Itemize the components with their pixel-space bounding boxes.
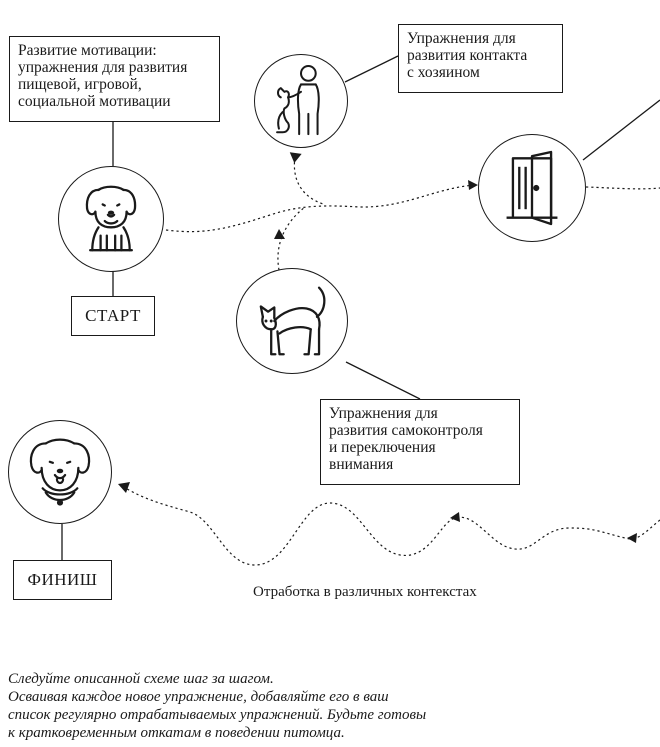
contact-line-2: развития контакта [407, 47, 528, 64]
arrowhead-right-in [627, 533, 637, 543]
footer-note-line-2: Осваивая каждое новое упражнение, добавляйте его в ваш [8, 689, 389, 705]
footer-note [8, 670, 426, 742]
footer-note-line-3: список регулярно отрабатываемых упражнений. Будьте готовы [8, 707, 427, 723]
start-label: СТАРТ [71, 296, 155, 336]
dotted-path-door-right [586, 187, 660, 189]
connector-door-out [583, 100, 660, 160]
dog-with-collar-icon [9, 421, 111, 523]
contact-line-1: Упражнения для [407, 30, 516, 47]
arrowhead-door [468, 180, 478, 190]
open-door-icon [479, 135, 585, 241]
dotted-path-contact [294, 157, 323, 204]
footer-note-line-1: Следуйте описанной схеме шаг за шагом. [8, 671, 274, 687]
dotted-path-start-door [166, 185, 475, 232]
start-dog-circle [58, 166, 164, 272]
selfcontrol-line-4: внимания [329, 456, 394, 473]
selfcontrol-line-1: Упражнения для [329, 405, 438, 422]
motivation-box [9, 36, 220, 122]
selfcontrol-line-2: развития самоконтроля [329, 422, 483, 439]
connector-selfcontrol [346, 362, 420, 399]
arrowhead-wavy-mid [450, 512, 460, 522]
person-with-dog-icon [255, 55, 347, 147]
cat-icon [237, 269, 347, 373]
motivation-line-2: упражнения для развития [18, 59, 188, 76]
selfcontrol-line-3: и переключения [329, 439, 436, 456]
arrowhead-contact [288, 152, 301, 164]
finish-dog-circle [8, 420, 112, 524]
connector-contact [345, 56, 398, 82]
finish-label: ФИНИШ [13, 560, 112, 600]
contact-line-3: с хозяином [407, 64, 480, 81]
contact-person-circle [254, 54, 348, 148]
contact-box [398, 24, 563, 93]
dog-icon [59, 167, 163, 271]
motivation-line-4: социальной мотивации [18, 93, 171, 110]
contexts-caption: Отработка в различных контекстах [253, 584, 477, 600]
arrowhead-finish [118, 482, 130, 493]
motivation-line-1: Развитие мотивации: [18, 42, 157, 59]
door-circle [478, 134, 586, 242]
dotted-path-wavy [122, 486, 660, 565]
cat-circle [236, 268, 348, 374]
motivation-line-3: пищевой, игровой, [18, 76, 142, 93]
footer-note-line-4: к кратковременным откатам в поведении питомца. [8, 725, 345, 741]
selfcontrol-box [320, 399, 520, 485]
